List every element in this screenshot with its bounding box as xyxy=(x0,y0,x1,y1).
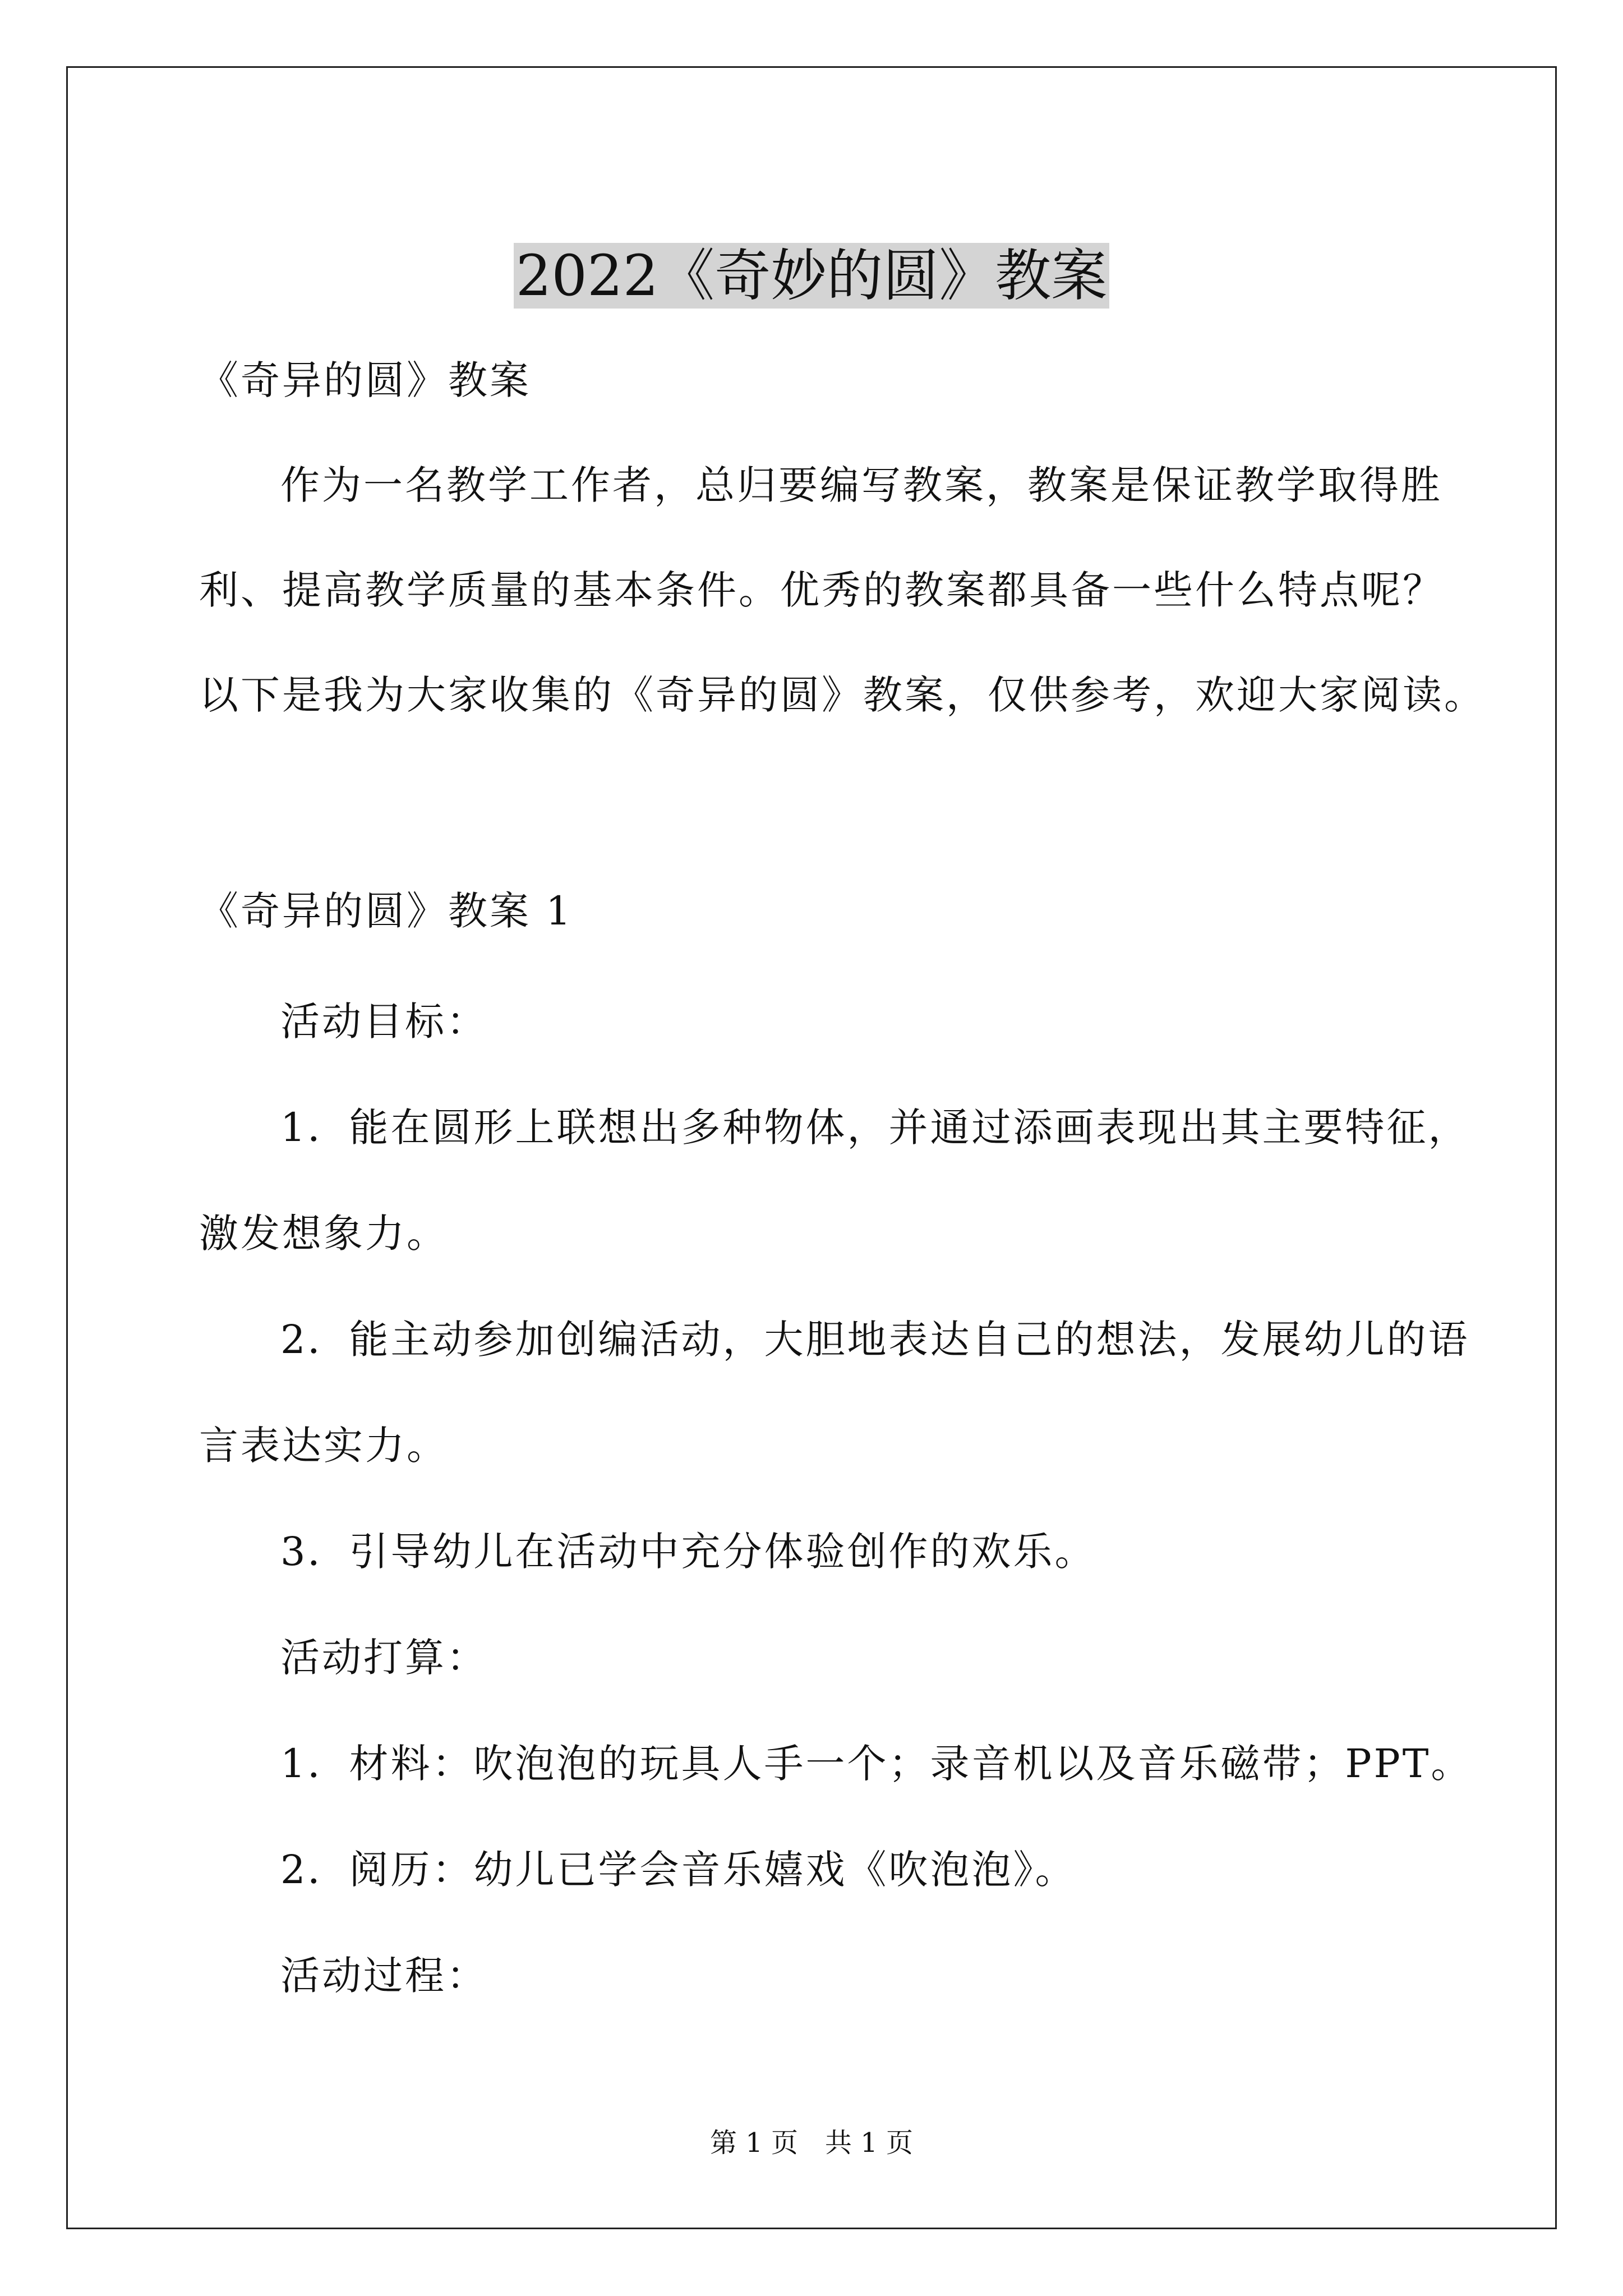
paragraph-line: 活动打算： xyxy=(280,1635,488,1681)
paragraph-line: 以下是我为大家收集的《奇异的圆》教案，仅供参考，欢迎大家阅读。 xyxy=(199,672,1486,718)
subtitle: 《奇异的圆》教案 xyxy=(199,357,531,403)
paragraph-line: 2．能主动参加创编活动，大胆地表达自己的想法，发展幼儿的语 xyxy=(280,1317,1470,1363)
paragraph-line: 2．阅历：幼儿已学会音乐嬉戏《吹泡泡》。 xyxy=(280,1847,1077,1893)
paragraph-line: 激发想象力。 xyxy=(199,1211,448,1257)
paragraph-line: 活动目标： xyxy=(280,999,488,1045)
paragraph-line: 3．引导幼儿在活动中充分体验创作的欢乐。 xyxy=(280,1529,1096,1575)
section-heading: 《奇异的圆》教案 1 xyxy=(199,888,573,934)
page-title: 2022《奇妙的圆》教案 xyxy=(0,237,1623,315)
paragraph-line: 言表达实力。 xyxy=(199,1423,448,1469)
paragraph-line: 作为一名教学工作者，总归要编写教案，教案是保证教学取得胜 xyxy=(280,462,1442,508)
page-footer: 第 1 页 共 1 页 xyxy=(709,2127,914,2159)
paragraph-line: 1．能在圆形上联想出多种物体，并通过添画表现出其主要特征， xyxy=(280,1105,1470,1151)
paragraph-line: 利、提高教学质量的基本条件。优秀的教案都具备一些什么特点呢？ xyxy=(199,567,1444,613)
paragraph-line: 1．材料：吹泡泡的玩具人手一个；录音机以及音乐磁带；PPT。 xyxy=(280,1741,1473,1787)
paragraph-line: 活动过程： xyxy=(280,1953,488,1999)
